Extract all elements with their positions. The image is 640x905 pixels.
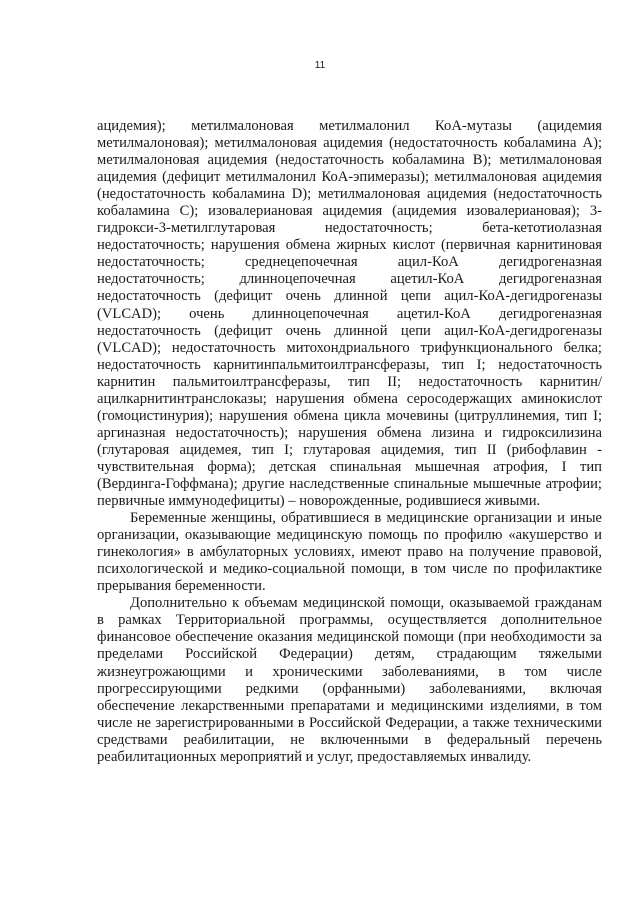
paragraph-additional-funding: Дополнительно к объемам медицинской помощи, оказываемой гражданам в рамках Территориальной программы, осуществляется дополнительное финансовое обеспечение оказания медицинской помощи (при необходимости за пределами Российской Федерации) детям, страдающим тяжелыми жизнеугрожающими и хроническими заболеваниями, в том числе прогрессирующими редкими (орфанными) заболеваниями, включая обеспечение лекарственными препаратами и медицинскими изделиями, в том числе не зарегистрированными в Российской Федерации, а также техническими средствами реабилитации, не включенными в федеральный перечень реабилитационных мероприятий и услуг, предоставляемых инвалиду. bbox=[97, 595, 602, 765]
page-number: 11 bbox=[314, 60, 326, 71]
body-text bbox=[97, 118, 602, 766]
paragraph-disease-list: ацидемия); метилмалоновая метилмалонил КоА-мутазы (ацидемия метилмалоновая); метилмалоновая ацидемия (недостаточность кобаламина А); метилмалоновая ацидемия (недостаточность кобаламина В); метилмалоновая ацидемия (дефицит метилмалонил КоА-эпимеразы); метилмалоновая ацидемия (недостаточность кобаламина D); метилмалоновая ацидемия (недостаточность кобаламина С); изовалериановая ацидемия (ацидемия изовалериановая); 3-гидрокси-3-метилглутаровая недостаточность; бета-кетотиолазная недостаточность; нарушения обмена жирных кислот (первичная карнитиновая недостаточность; среднецепочечная ацил-КоА дегидрогеназная недостаточность; длинноцепочечная ацетил-КоА дегидрогеназная недостаточность (дефицит очень длинной цепи ацил-КоА-дегидрогеназы (VLCAD); очень длинноцепочечная ацетил-КоА дегидрогеназная недостаточность (дефицит очень длинной цепи ацил-КоА-дегидрогеназы (VLCAD); недостаточность митохондриального трифункционального белка; недостаточность карнитинпальмитоилтрансферазы, тип I; недостаточность карнитин пальмитоилтрансферазы, тип II; недостаточность карнитин/ацилкарнитинтранслоказы; нарушения обмена серосодержащих аминокислот (гомоцистинурия); нарушения обмена цикла мочевины (цитруллинемия, тип I; аргиназная недостаточность); нарушения обмена лизина и гидроксилизина (глутаровая ацидемея, тип I; глутаровая ацидемия, тип II (рибофлавин - чувствительная форма); детская спинальная мышечная атрофия, I тип (Вердинга-Гоффмана); другие наследственные спинальные мышечные атрофии; первичные иммунодефициты) – новорожденные, родившиеся живыми. bbox=[97, 118, 602, 510]
paragraph-pregnant-women: Беременные женщины, обратившиеся в медицинские организации и иные организации, оказывающие медицинскую помощь по профилю «акушерство и гинекология» в амбулаторных условиях, имеют право на получение правовой, психологической и медико-социальной помощи, в том числе по профилактике прерывания беременности. bbox=[97, 510, 602, 595]
